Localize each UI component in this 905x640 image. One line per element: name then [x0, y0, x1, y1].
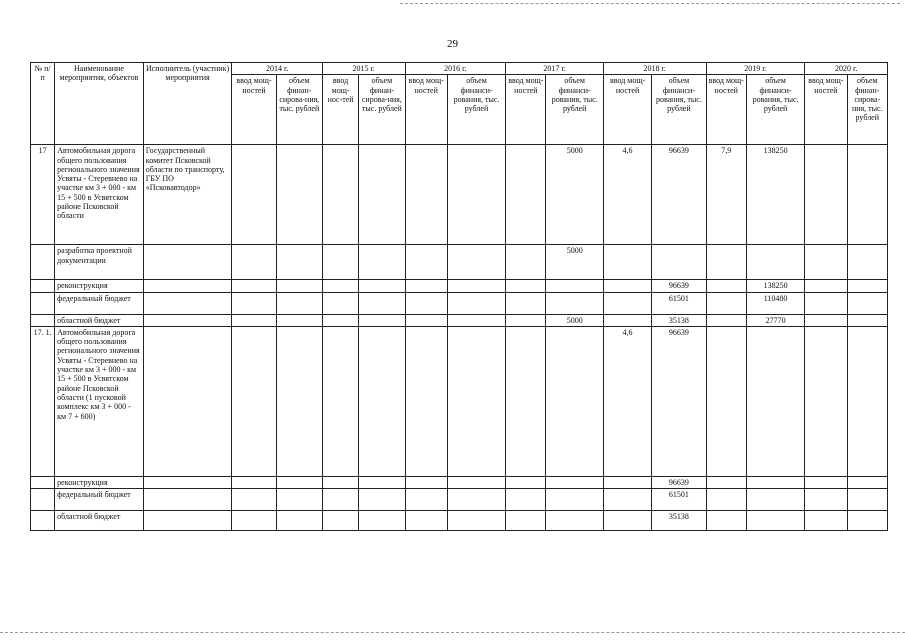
header-funding: объем финанси-рования, тыс. рублей [652, 75, 706, 145]
cell-funding [447, 314, 505, 326]
cell-funding [276, 489, 322, 511]
cell-capacity [322, 314, 358, 326]
cell-capacity [706, 292, 746, 314]
cell-capacity [603, 280, 651, 292]
row-executor [143, 326, 232, 476]
row-executor: Государственный комитет Псковской области по транспорту, ГБУ ПО «Псковавтодор» [143, 145, 232, 245]
row-name: Автомобильная дорога общего пользования регионального значения Усвяты - Стеревнево на участке км 3 + 000 - км 15 + 500 в Усвятском районе Псковской области (1 пусковой комплекс км 3 + 000 - км 7 + 600) [55, 326, 144, 476]
row-number [31, 314, 55, 326]
cell-funding [447, 476, 505, 488]
cell-funding: 96639 [652, 476, 706, 488]
cell-funding [359, 314, 405, 326]
cell-capacity [322, 489, 358, 511]
cell-capacity [805, 245, 847, 280]
cell-capacity [322, 326, 358, 476]
cell-funding [276, 245, 322, 280]
cell-funding [847, 292, 887, 314]
cell-capacity [805, 511, 847, 531]
cell-capacity [506, 292, 546, 314]
header-name: Наименование мероприятия, объектов [55, 63, 144, 145]
cell-capacity [322, 145, 358, 245]
cell-capacity [405, 476, 447, 488]
header-funding: объем финан-сирова-ния, тыс. рублей [276, 75, 322, 145]
cell-capacity [405, 245, 447, 280]
cell-capacity [232, 280, 276, 292]
cell-capacity [805, 476, 847, 488]
cell-funding: 5000 [546, 145, 603, 245]
cell-funding [746, 511, 804, 531]
cell-funding: 5000 [546, 245, 603, 280]
cell-capacity [322, 245, 358, 280]
header-number: № п/п [31, 63, 55, 145]
table-row [31, 280, 888, 292]
cell-funding [746, 476, 804, 488]
cell-capacity [706, 476, 746, 488]
cell-capacity [506, 280, 546, 292]
row-number: 17 [31, 145, 55, 245]
cell-funding [546, 511, 603, 531]
cell-funding [359, 476, 405, 488]
cell-funding [447, 326, 505, 476]
cell-capacity [706, 280, 746, 292]
cell-capacity [506, 476, 546, 488]
cell-funding [447, 280, 505, 292]
row-number [31, 476, 55, 488]
cell-funding [847, 476, 887, 488]
cell-capacity [805, 280, 847, 292]
cell-funding [546, 489, 603, 511]
row-number [31, 489, 55, 511]
cell-funding [746, 245, 804, 280]
cell-capacity [232, 292, 276, 314]
cell-funding [447, 292, 505, 314]
cell-funding [847, 245, 887, 280]
cell-funding [546, 292, 603, 314]
cell-capacity [232, 326, 276, 476]
row-name: реконструкция [55, 476, 144, 488]
header-capacity: ввод мощ-нос-тей [322, 75, 358, 145]
cell-funding [276, 280, 322, 292]
cell-funding [447, 145, 505, 245]
header-capacity: ввод мощ-ностей [706, 75, 746, 145]
table-row [31, 476, 888, 488]
cell-funding: 5000 [546, 314, 603, 326]
program-table [30, 62, 888, 531]
cell-capacity [232, 476, 276, 488]
table-row [31, 314, 888, 326]
cell-funding: 138250 [746, 145, 804, 245]
page-number: 29 [447, 38, 458, 50]
table-row [31, 326, 888, 476]
cell-funding [746, 489, 804, 511]
cell-funding [652, 245, 706, 280]
cell-funding: 27770 [746, 314, 804, 326]
cell-capacity [805, 314, 847, 326]
cell-funding [447, 511, 505, 531]
row-executor [143, 314, 232, 326]
header-funding: объем финанси-рования, тыс. рублей [447, 75, 505, 145]
cell-capacity [603, 476, 651, 488]
row-executor [143, 245, 232, 280]
cell-funding [546, 326, 603, 476]
cell-capacity [506, 326, 546, 476]
header-executor: Исполнитель (участник) мероприятия [143, 63, 232, 145]
cell-capacity [706, 511, 746, 531]
table-row [31, 245, 888, 280]
cell-funding [847, 280, 887, 292]
header-year: 2017 г. [506, 63, 604, 75]
table-row [31, 292, 888, 314]
row-executor [143, 489, 232, 511]
row-executor [143, 476, 232, 488]
table-body [31, 145, 888, 531]
row-number: 17. 1. [31, 326, 55, 476]
cell-funding [359, 280, 405, 292]
header-capacity: ввод мощ-ностей [603, 75, 651, 145]
row-name: реконструкция [55, 280, 144, 292]
cell-capacity: 4,6 [603, 326, 651, 476]
cell-capacity [603, 245, 651, 280]
cell-funding [359, 326, 405, 476]
cell-funding [847, 145, 887, 245]
cell-capacity [322, 476, 358, 488]
cell-capacity [603, 314, 651, 326]
row-executor [143, 511, 232, 531]
header-year: 2014 г. [232, 63, 323, 75]
cell-capacity [603, 489, 651, 511]
cell-capacity [322, 280, 358, 292]
cell-funding: 96639 [652, 280, 706, 292]
cell-funding [276, 314, 322, 326]
table-row [31, 511, 888, 531]
header-year: 2019 г. [706, 63, 805, 75]
cell-funding: 61501 [652, 489, 706, 511]
cell-capacity [506, 145, 546, 245]
row-number [31, 245, 55, 280]
cell-funding: 110480 [746, 292, 804, 314]
cell-funding: 35138 [652, 511, 706, 531]
row-executor [143, 280, 232, 292]
cell-funding [447, 489, 505, 511]
scan-line-bottom [0, 632, 905, 633]
cell-capacity [706, 314, 746, 326]
cell-capacity [805, 326, 847, 476]
cell-funding [847, 511, 887, 531]
cell-capacity [232, 314, 276, 326]
header-funding: объем финан-сирова-ния, тыс. рублей [847, 75, 887, 145]
cell-capacity [706, 245, 746, 280]
cell-capacity [805, 145, 847, 245]
cell-capacity [706, 489, 746, 511]
cell-funding [447, 245, 505, 280]
row-name: областной бюджет [55, 511, 144, 531]
row-number [31, 280, 55, 292]
table-row [31, 489, 888, 511]
header-funding: объем финанси-рования, тыс. рублей [746, 75, 804, 145]
cell-capacity [405, 489, 447, 511]
cell-funding [276, 292, 322, 314]
cell-funding: 61501 [652, 292, 706, 314]
cell-funding: 35138 [652, 314, 706, 326]
cell-funding: 96639 [652, 326, 706, 476]
cell-capacity [232, 145, 276, 245]
table-row [31, 145, 888, 245]
cell-capacity [405, 292, 447, 314]
cell-funding [847, 489, 887, 511]
cell-capacity: 4,6 [603, 145, 651, 245]
cell-capacity [405, 511, 447, 531]
cell-funding [847, 314, 887, 326]
header-capacity: ввод мощ-ностей [805, 75, 847, 145]
cell-capacity [506, 314, 546, 326]
cell-capacity [603, 292, 651, 314]
cell-capacity [405, 314, 447, 326]
header-year: 2018 г. [603, 63, 706, 75]
row-name: разработка проектной документации [55, 245, 144, 280]
cell-capacity [322, 292, 358, 314]
cell-funding [546, 280, 603, 292]
row-name: федеральный бюджет [55, 489, 144, 511]
cell-funding [276, 476, 322, 488]
cell-funding: 96639 [652, 145, 706, 245]
header-capacity: ввод мощ-ностей [506, 75, 546, 145]
cell-funding [359, 292, 405, 314]
row-name: федеральный бюджет [55, 292, 144, 314]
cell-capacity [405, 280, 447, 292]
row-number [31, 511, 55, 531]
cell-funding [847, 326, 887, 476]
cell-capacity [603, 511, 651, 531]
cell-funding [359, 489, 405, 511]
cell-funding [359, 145, 405, 245]
cell-funding [546, 476, 603, 488]
header-capacity: ввод мощ-ностей [405, 75, 447, 145]
cell-capacity [805, 489, 847, 511]
scan-line-top [400, 3, 900, 4]
cell-capacity [405, 326, 447, 476]
header-capacity: ввод мощ-ностей [232, 75, 276, 145]
header-year: 2020 г. [805, 63, 888, 75]
cell-funding: 138250 [746, 280, 804, 292]
header-year: 2016 г. [405, 63, 506, 75]
header-row-years [31, 63, 888, 75]
header-year: 2015 г. [322, 63, 405, 75]
header-funding: объем финанси-рования, тыс. рублей [546, 75, 603, 145]
cell-funding [359, 511, 405, 531]
cell-funding [746, 326, 804, 476]
cell-capacity [506, 245, 546, 280]
cell-capacity [405, 145, 447, 245]
cell-funding [359, 245, 405, 280]
header-funding: объем финан-сирова-ния, тыс. рублей [359, 75, 405, 145]
cell-capacity [506, 489, 546, 511]
cell-capacity [232, 489, 276, 511]
row-name: областной бюджет [55, 314, 144, 326]
cell-capacity [706, 326, 746, 476]
row-name: Автомобильная дорога общего пользования регионального значения Усвяты - Стеревнево на участке км 3 + 000 - км 15 + 500 в Усвятском районе Псковской области [55, 145, 144, 245]
cell-capacity: 7,9 [706, 145, 746, 245]
cell-capacity [506, 511, 546, 531]
cell-capacity [322, 511, 358, 531]
row-executor [143, 292, 232, 314]
cell-funding [276, 511, 322, 531]
cell-capacity [805, 292, 847, 314]
cell-capacity [232, 511, 276, 531]
cell-funding [276, 326, 322, 476]
cell-capacity [232, 245, 276, 280]
cell-funding [276, 145, 322, 245]
row-number [31, 292, 55, 314]
